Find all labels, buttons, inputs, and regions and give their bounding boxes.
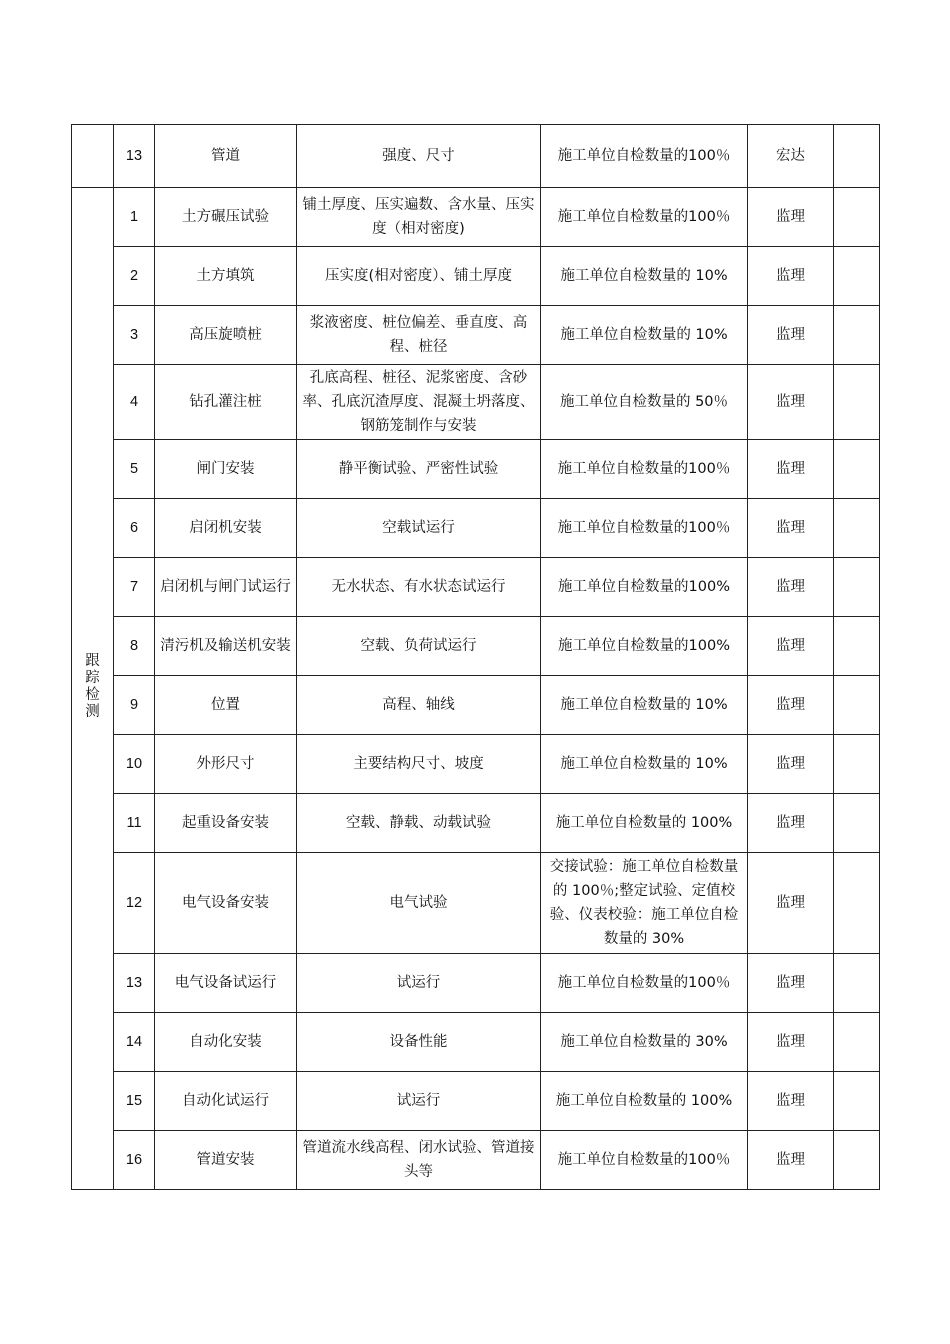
item-name: 土方碾压试验 <box>155 188 297 247</box>
remark <box>834 306 880 365</box>
item-name: 管道 <box>155 125 297 188</box>
row-number: 10 <box>114 735 155 794</box>
inspection-quantity: 施工单位自检数量的100％ <box>541 1131 748 1190</box>
table-row <box>72 853 880 954</box>
item-name: 高压旋喷桩 <box>155 306 297 365</box>
inspection-quantity: 施工单位自检数量的100％ <box>541 125 748 188</box>
inspection-content: 电气试验 <box>297 853 541 954</box>
inspection-content: 浆液密度、桩位偏差、垂直度、高程、桩径 <box>297 306 541 365</box>
group-label: 跟踪检测 <box>85 653 100 720</box>
executor: 监理 <box>748 188 834 247</box>
table-row <box>72 794 880 853</box>
inspection-content: 强度、尺寸 <box>297 125 541 188</box>
row-number: 13 <box>114 125 155 188</box>
row-number: 11 <box>114 794 155 853</box>
item-name: 闸门安装 <box>155 440 297 499</box>
row-number: 4 <box>114 365 155 440</box>
item-name: 土方填筑 <box>155 247 297 306</box>
item-name: 清污机及输送机安装 <box>155 617 297 676</box>
row-number: 1 <box>114 188 155 247</box>
inspection-content: 空载试运行 <box>297 499 541 558</box>
remark <box>834 247 880 306</box>
row-number: 2 <box>114 247 155 306</box>
remark <box>834 1013 880 1072</box>
table-row <box>72 617 880 676</box>
executor: 监理 <box>748 853 834 954</box>
inspection-quantity: 施工单位自检数量的100％ <box>541 499 748 558</box>
table-row <box>72 1131 880 1190</box>
remark <box>834 125 880 188</box>
item-name: 启闭机安装 <box>155 499 297 558</box>
executor: 监理 <box>748 676 834 735</box>
table-row <box>72 499 880 558</box>
executor: 宏达 <box>748 125 834 188</box>
row-number: 13 <box>114 954 155 1013</box>
table-row <box>72 676 880 735</box>
inspection-content: 铺土厚度、压实遍数、含水量、压实度（相对密度) <box>297 188 541 247</box>
inspection-quantity: 施工单位自检数量的 10% <box>541 735 748 794</box>
table-row <box>72 188 880 247</box>
remark <box>834 365 880 440</box>
inspection-content: 静平衡试验、严密性试验 <box>297 440 541 499</box>
remark <box>834 499 880 558</box>
remark <box>834 1072 880 1131</box>
table-row <box>72 306 880 365</box>
executor: 监理 <box>748 1072 834 1131</box>
table-row <box>72 735 880 794</box>
item-name: 电气设备试运行 <box>155 954 297 1013</box>
group-cell-empty <box>72 125 114 188</box>
table-row <box>72 365 880 440</box>
remark <box>834 188 880 247</box>
inspection-quantity: 施工单位自检数量的 100% <box>541 1072 748 1131</box>
inspection-content: 无水状态、有水状态试运行 <box>297 558 541 617</box>
remark <box>834 853 880 954</box>
executor: 监理 <box>748 499 834 558</box>
row-number: 16 <box>114 1131 155 1190</box>
item-name: 自动化试运行 <box>155 1072 297 1131</box>
inspection-quantity: 施工单位自检数量的 30% <box>541 1013 748 1072</box>
item-name: 自动化安装 <box>155 1013 297 1072</box>
row-number: 9 <box>114 676 155 735</box>
inspection-quantity: 施工单位自检数量的 50％ <box>541 365 748 440</box>
executor: 监理 <box>748 735 834 794</box>
row-number: 6 <box>114 499 155 558</box>
remark <box>834 794 880 853</box>
row-number: 7 <box>114 558 155 617</box>
item-name: 外形尺寸 <box>155 735 297 794</box>
group-label-cell <box>72 188 114 1190</box>
row-number: 5 <box>114 440 155 499</box>
inspection-quantity: 施工单位自检数量的100% <box>541 558 748 617</box>
inspection-content: 孔底高程、桩径、泥浆密度、含砂率、孔底沉渣厚度、混凝土坍落度、钢筋笼制作与安装 <box>297 365 541 440</box>
item-name: 起重设备安装 <box>155 794 297 853</box>
inspection-content: 高程、轴线 <box>297 676 541 735</box>
row-number: 8 <box>114 617 155 676</box>
inspection-quantity: 施工单位自检数量的100% <box>541 617 748 676</box>
executor: 监理 <box>748 365 834 440</box>
item-name: 电气设备安装 <box>155 853 297 954</box>
table-row <box>72 247 880 306</box>
inspection-quantity: 施工单位自检数量的100％ <box>541 188 748 247</box>
executor: 监理 <box>748 558 834 617</box>
inspection-content: 设备性能 <box>297 1013 541 1072</box>
row-number: 14 <box>114 1013 155 1072</box>
inspection-quantity: 施工单位自检数量的 10% <box>541 306 748 365</box>
remark <box>834 676 880 735</box>
inspection-quantity: 施工单位自检数量的 100% <box>541 794 748 853</box>
inspection-content: 主要结构尺寸、坡度 <box>297 735 541 794</box>
row-number: 12 <box>114 853 155 954</box>
remark <box>834 617 880 676</box>
table-row <box>72 440 880 499</box>
item-name: 钻孔灌注桩 <box>155 365 297 440</box>
executor: 监理 <box>748 794 834 853</box>
inspection-quantity: 施工单位自检数量的 10% <box>541 247 748 306</box>
remark <box>834 1131 880 1190</box>
inspection-quantity: 施工单位自检数量的 10% <box>541 676 748 735</box>
inspection-table <box>71 124 880 1190</box>
inspection-content: 空载、静载、动载试验 <box>297 794 541 853</box>
inspection-quantity: 施工单位自检数量的100％ <box>541 954 748 1013</box>
executor: 监理 <box>748 1131 834 1190</box>
inspection-quantity: 交接试验：施工单位自检数量的 100％;整定试验、定值校验、仪表校验：施工单位自检数量的 30% <box>541 853 748 954</box>
executor: 监理 <box>748 617 834 676</box>
inspection-quantity: 施工单位自检数量的100％ <box>541 440 748 499</box>
row-number: 15 <box>114 1072 155 1131</box>
table-row <box>72 125 880 188</box>
item-name: 启闭机与闸门试运行 <box>155 558 297 617</box>
executor: 监理 <box>748 306 834 365</box>
executor: 监理 <box>748 1013 834 1072</box>
item-name: 位置 <box>155 676 297 735</box>
inspection-content: 试运行 <box>297 954 541 1013</box>
table-row <box>72 1013 880 1072</box>
remark <box>834 558 880 617</box>
executor: 监理 <box>748 440 834 499</box>
table-row <box>72 1072 880 1131</box>
inspection-content: 管道流水线高程、闭水试验、管道接头等 <box>297 1131 541 1190</box>
row-number: 3 <box>114 306 155 365</box>
item-name: 管道安装 <box>155 1131 297 1190</box>
remark <box>834 440 880 499</box>
executor: 监理 <box>748 247 834 306</box>
inspection-content: 试运行 <box>297 1072 541 1131</box>
executor: 监理 <box>748 954 834 1013</box>
table-row <box>72 558 880 617</box>
remark <box>834 735 880 794</box>
remark <box>834 954 880 1013</box>
inspection-content: 空载、负荷试运行 <box>297 617 541 676</box>
table-row <box>72 954 880 1013</box>
inspection-content: 压实度(相对密度）、铺土厚度 <box>297 247 541 306</box>
